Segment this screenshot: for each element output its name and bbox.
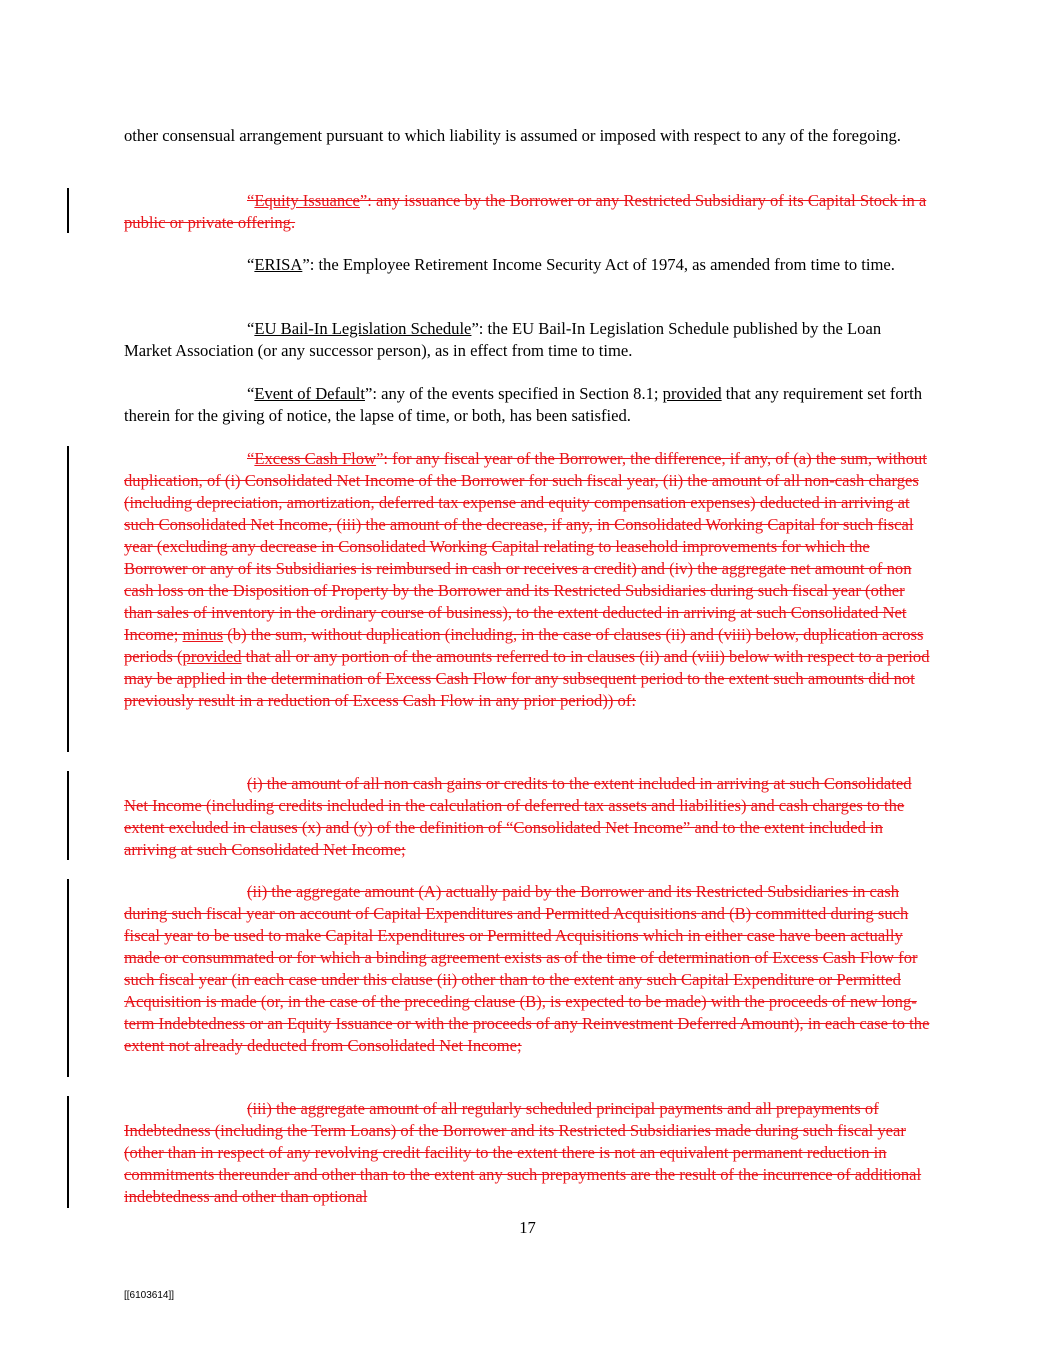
open-quote: “	[247, 384, 255, 403]
change-bar	[67, 879, 69, 1077]
definition-text: ”: the EU Bail-In Legislation Schedule published by the Loan Market Association (or any successor person), as in effect from time to time.	[124, 319, 882, 360]
definition-equity-issuance	[124, 190, 932, 234]
definition-text: ”: the Employee Retirement Income Security Act of 1974, as amended from time to time.	[302, 255, 895, 274]
clause-text: (iii) the aggregate amount of all regularly scheduled principal payments and all prepayments of Indebtedness (including the Term Loans) of the Borrower and its Restricted Subsidiaries made during such fiscal year (other than in respect of any revolving credit facility to the extent there is not an equivalent permanent reduction in commitments thereunder and other than to the extent any such prepayments are the result of the incurrence of additional indebtedness and other than optional	[124, 1099, 922, 1206]
definition-text: ”: any of the events specified in Section 8.1;	[364, 384, 663, 403]
definition-text: (b) the sum, without duplication (including, in the case of clauses (ii) and (viii) below, duplication across periods (	[124, 625, 924, 666]
document-footer-code: [[6103614]]	[124, 1290, 175, 1301]
change-bar	[67, 1096, 69, 1208]
open-quote: “	[247, 255, 255, 274]
change-bar	[67, 188, 69, 233]
open-quote: “	[247, 319, 255, 338]
definition-text: ”: for any fiscal year of the Borrower, the difference, if any, of (a) the sum, without duplication, of (i) Consolidated Net Income of the Borrower for such fiscal year, (ii) the amount of all non-cash charges (including depreciation, amortization, deferred tax expense and equity compensation expenses) deducted in arriving at such Consolidated Net Income, (iii) the amount of the decrease, if any, in Consolidated Working Capital for such fiscal year (excluding any decrease in Consolidated Working Capital relating to leasehold improvements for which the Borrower or any of its Subsidiaries is reimbursed in cash or receives a credit) and (iv) the aggregate net amount of non cash loss on the Disposition of Property by the Borrower and its Restricted Subsidiaries during such fiscal year (other than sales of inventory in the ordinary course of business), to the extent deducted in arriving at such Consolidated Net Income;	[124, 449, 927, 644]
definition-text: that all or any portion of the amounts referred to in clauses (ii) and (viii) below with respect to a period may be applied in the determination of Excess Cash Flow for any subsequent period to the extent such amounts did not previously result in a reduction of Excess Cash Flow in any prior period)) of:	[124, 647, 930, 710]
open-quote: “	[247, 449, 255, 468]
clause-text: (ii) the aggregate amount (A) actually paid by the Borrower and its Restricted Subsidiaries in cash during such fiscal year on account of Capital Expenditures and Permitted Acquisitions and (B) committed during such fiscal year to be used to make Capital Expenditures or Permitted Acquisitions which in either case have been actually made or consummated or for which a binding agreement exists as of the time of determination of Excess Cash Flow for such fiscal year (in each case under this clause (ii) other than to the extent any such Capital Expenditure or Permitted Acquisition is made (or, in the case of the preceding clause (B), is expected to be made) with the proceeds of new long-term Indebtedness or an Equity Issuance or with the proceeds of any Reinvestment Deferred Amount), in each case to the extent not already deducted from Consolidated Net Income;	[124, 882, 930, 1055]
clause-text: (i) the amount of all non cash gains or credits to the extent included in arriving at such Consolidated Net Income (including credits included in the calculation of deferred tax assets and liabilities) and cash charges to the extent excluded in clauses (x) and (y) of the definition of “Consolidated Net Income” and to the extent included in arriving at such Consolidated Net Income;	[124, 774, 912, 859]
clause-ii	[124, 881, 932, 1057]
clause-i	[124, 773, 932, 861]
definition-eu-bail-in	[124, 318, 932, 362]
defined-term: ERISA	[254, 255, 303, 274]
paragraph-text: other consensual arrangement pursuant to which liability is assumed or imposed with respect to any of the foregoing.	[124, 126, 901, 145]
definition-text: ”: any issuance by the Borrower or any Restricted Subsidiary of its Capital Stock in a public or private offering.	[124, 191, 927, 232]
definition-erisa	[124, 254, 932, 276]
paragraph-continuation	[124, 125, 932, 147]
defined-term: Equity Issuance	[254, 191, 360, 210]
definition-event-of-default	[124, 383, 932, 427]
defined-term: Event of Default	[254, 384, 365, 403]
defined-term: EU Bail-In Legislation Schedule	[254, 319, 472, 338]
provided-term: provided	[662, 384, 722, 403]
definition-excess-cash-flow	[124, 448, 932, 712]
change-bar	[67, 771, 69, 860]
provided-term: provided	[182, 647, 242, 666]
minus-term: minus	[182, 625, 224, 644]
page-number: 17	[519, 1218, 536, 1237]
defined-term: Excess Cash Flow	[254, 449, 377, 468]
definition-text: that any requirement set forth therein for the giving of notice, the lapse of time, or both, has been satisfied.	[124, 384, 923, 425]
open-quote: “	[247, 191, 255, 210]
change-bar	[67, 446, 69, 752]
clause-iii	[124, 1098, 932, 1208]
